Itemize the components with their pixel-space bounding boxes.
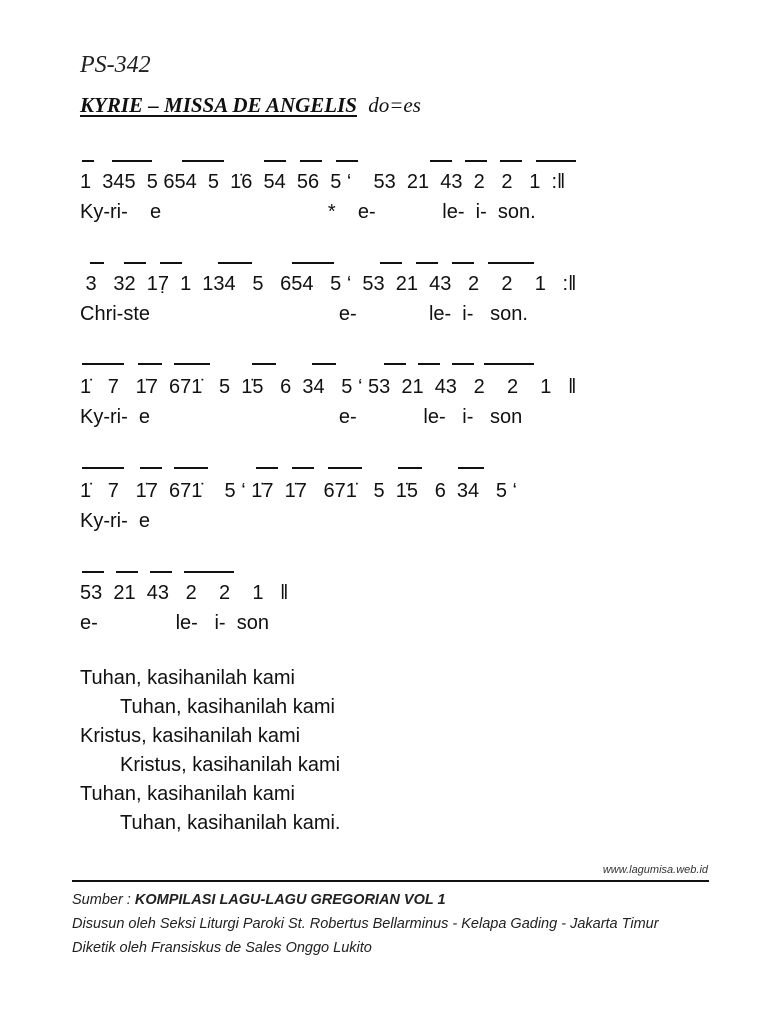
beam	[112, 160, 152, 162]
beam	[465, 160, 487, 162]
beam	[184, 571, 234, 573]
source-label: Sumber :	[72, 892, 135, 908]
beam	[292, 467, 314, 469]
beam	[430, 160, 452, 162]
source-line	[72, 888, 659, 912]
translation-line: Tuhan, kasihanilah kami.	[120, 812, 341, 834]
notes-line: 53 21 43 2 2 1 ‖	[80, 582, 289, 604]
lyrics-line: Ky-ri- e * e- le- i- son.	[80, 201, 536, 223]
translation-line: Tuhan, kasihanilah kami	[80, 783, 295, 805]
song-title-line	[80, 93, 421, 118]
beam	[452, 262, 474, 264]
lyrics-line: Chri-ste e- le- i- son.	[80, 303, 528, 325]
beam	[252, 363, 276, 365]
notes-line: 1 345 5 654 5 1̇6 54 56 5 ‘ 53 21 43 2 2 1 :‖	[80, 171, 566, 193]
beam	[458, 467, 484, 469]
beam	[500, 160, 522, 162]
beam	[82, 571, 104, 573]
footer-divider	[72, 880, 709, 882]
beam	[82, 363, 124, 365]
beam	[380, 262, 402, 264]
beam	[182, 160, 224, 162]
beam	[160, 262, 182, 264]
song-code: PS-342	[80, 52, 151, 78]
song-title: KYRIE – MISSA DE ANGELIS	[80, 93, 357, 117]
typed-by: Diketik oleh Fransiskus de Sales Onggo Lukito	[72, 940, 372, 956]
notes-line: 1̇ 7 1̇7 671̇ 5 1̇5 6 34 5 ‘ 53 21 43 2 2 1 ‖	[80, 376, 577, 398]
notes-line: 3 32 17̣ 1 134 5 654 5 ‘ 53 21 43 2 2 1 :‖	[80, 273, 577, 295]
beam	[384, 363, 406, 365]
beam	[488, 262, 534, 264]
beam	[82, 467, 124, 469]
beam	[218, 262, 252, 264]
beam	[264, 160, 286, 162]
beam	[336, 160, 358, 162]
beam	[328, 467, 362, 469]
beam	[292, 262, 334, 264]
beam	[312, 363, 336, 365]
beam	[452, 363, 474, 365]
beam	[484, 363, 534, 365]
translation-line: Kristus, kasihanilah kami	[120, 754, 341, 776]
beam	[536, 160, 576, 162]
beam	[418, 363, 440, 365]
translation-block	[80, 664, 341, 838]
beam	[300, 160, 322, 162]
beam	[138, 363, 162, 365]
song-key: do=es	[368, 93, 421, 117]
notes-line: 1̇ 7 1̇7 671̇ 5 ‘ 1̇7 1̇7 671̇ 5 1̇5 6 34 5 ‘	[80, 480, 517, 502]
beam	[174, 363, 210, 365]
beam	[90, 262, 104, 264]
lyrics-line: e- le- i- son	[80, 612, 269, 634]
lyrics-line: Ky-ri- e	[80, 510, 150, 532]
beam	[82, 160, 94, 162]
beam	[398, 467, 422, 469]
beam	[256, 467, 278, 469]
lyrics-line: Ky-ri- e e- le- i- son	[80, 406, 523, 428]
beam	[174, 467, 208, 469]
translation-line: Tuhan, kasihanilah kami	[120, 696, 335, 718]
source-title: KOMPILASI LAGU-LAGU GREGORIAN VOL 1	[134, 892, 446, 908]
beam	[116, 571, 138, 573]
beam	[416, 262, 438, 264]
beam	[140, 467, 162, 469]
footer	[72, 888, 659, 960]
translation-line: Tuhan, kasihanilah kami	[80, 667, 295, 689]
website-link[interactable]: www.lagumisa.web.id	[602, 864, 708, 876]
beam	[150, 571, 172, 573]
beam	[124, 262, 146, 264]
compiled-by: Disusun oleh Seksi Liturgi Paroki St. Robertus Bellarminus - Kelapa Gading - Jakarta Timur	[72, 916, 659, 932]
translation-line: Kristus, kasihanilah kami	[80, 725, 301, 747]
